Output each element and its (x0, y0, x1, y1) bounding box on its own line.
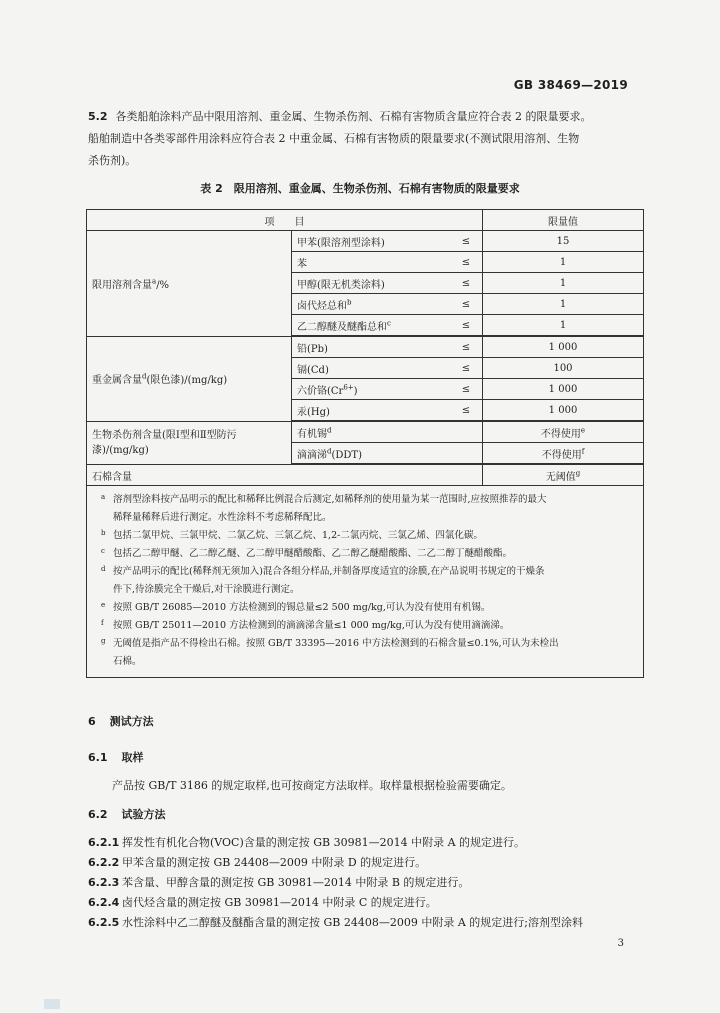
limit-value: 无阈值$^g$ (483, 464, 644, 486)
category-asbestos: 石棉含量 (87, 464, 483, 486)
header-limit: 限量值 (483, 210, 644, 231)
limit-value: 不得使用$^f$ (483, 443, 644, 465)
table-title: 表 2 限用溶剂、重金属、生物杀伤剂、石棉有害物质的限量要求 (200, 182, 520, 195)
le-symbol: ≤ (450, 358, 483, 379)
table-header-row (87, 210, 644, 231)
note-f: f 按照 GB/T 25011—2010 方法检测到的滴滴涕含量≤1 000 mg/kg,可认为没有使用滴滴涕。 (101, 619, 510, 631)
limit-value: 1 000 (483, 400, 644, 422)
le-symbol: ≤ (450, 252, 483, 273)
list-item: 6.2.4 卤代烃含量的测定按 GB 30981—2014 中附录 C 的规定进行。 (88, 896, 437, 909)
item-ddt: 滴滴涕$^d$(DDT) (292, 443, 483, 465)
section-6-1-heading: 6.1 取样 (88, 751, 144, 764)
table-notes-row (87, 486, 644, 678)
limit-value: 1 000 (483, 336, 644, 358)
note-a: a 溶剂型涂料按产品明示的配比和稀释比例混合后测定,如稀释剂的使用量为某一范围时,应按照推荐的最大 稀释量稀释后进行测定。水性涂料不考虑稀释配比。 (101, 493, 547, 523)
list-item: 6.2.1 挥发性有机化合物(VOC)含量的测定按 GB 30981—2014 中附录 A 的规定进行。 (88, 836, 526, 849)
item-organotin: 有机锡$^d$ (292, 421, 483, 443)
limit-value: 1 000 (483, 379, 644, 400)
list-item: 6.2.5 水性涂料中乙二醇醚及醚酯含量的测定按 GB 24408—2009 中附录 A 的规定进行;溶剂型涂料 (88, 916, 583, 929)
document-code: GB 38469—2019 (513, 78, 628, 92)
clause-5-2 (88, 106, 648, 172)
note-d: d 按产品明示的配比(稀释剂无须加入)混合各组分样品,并制备厚度适宜的涂膜,在产品说明书规定的干燥条 件下,待涂膜完全干燥后,对干涂膜进行测定。 (101, 565, 545, 595)
le-symbol: ≤ (450, 315, 483, 337)
note-c: c 包括乙二醇甲醚、乙二醇乙醚、乙二醇甲醚醋酸酯、乙二醇乙醚醋酸酯、二乙二醇丁醚醋酸酯。 (101, 547, 513, 559)
note-e: e 按照 GB/T 26085—2010 方法检测到的锡总量≤2 500 mg/kg,可认为没有使用有机锡。 (101, 601, 491, 613)
note-g: g 无阈值是指产品不得检出石棉。按照 GB/T 33395—2016 中方法检测到的石棉含量≤0.1%,可认为未检出 石棉。 (101, 637, 559, 667)
item-benzene: 苯 (292, 252, 451, 273)
category-heavy-metals: 重金属含量$^d$(限色漆)/(mg/kg) (87, 336, 292, 421)
le-symbol: ≤ (450, 273, 483, 294)
limit-value: 1 (483, 315, 644, 337)
table-notes (87, 486, 644, 678)
table-row (87, 421, 644, 443)
limit-value: 1 (483, 294, 644, 315)
item-mercury: 汞(Hg) (292, 400, 451, 422)
note-b: b 包括二氯甲烷、三氯甲烷、二氯乙烷、三氯乙烷、1,2-二氯丙烷、三氯乙烯、四氯化碳。 (101, 529, 483, 541)
table-row (87, 464, 644, 486)
category-solvent: 限用溶剂含量$^a$/% (87, 231, 292, 337)
item-halohydrocarbons: 卤代烃总和$^b$ (292, 294, 451, 315)
scan-corner-mark (44, 999, 60, 1009)
category-biocides: 生物杀伤剂含量(限Ⅰ型和Ⅱ型防污 漆)/(mg/kg) (87, 421, 292, 464)
header-item: 项 目 (87, 210, 483, 231)
limit-value: 不得使用$^e$ (483, 421, 644, 443)
clause-text-line-2: 船舶制造中各类零部件用涂料应符合表 2 中重金属、石棉有害物质的限量要求(不测试限用溶剂、生物 (88, 132, 580, 145)
section-6-heading: 6 测试方法 (88, 715, 154, 728)
le-symbol: ≤ (450, 400, 483, 422)
le-symbol: ≤ (450, 336, 483, 358)
clause-text-line-3: 杀伤剂)。 (88, 154, 137, 167)
section-6-1-text: 产品按 GB/T 3186 的规定取样,也可按商定方法取样。取样量根据检验需要确定。 (112, 779, 512, 792)
clause-text-line-1: 各类船舶涂料产品中限用溶剂、重金属、生物杀伤剂、石棉有害物质含量应符合表 2 的限量要求。 (115, 110, 592, 123)
item-cadmium: 镉(Cd) (292, 358, 451, 379)
item-toluene: 甲苯(限溶剂型涂料) (292, 231, 451, 252)
item-glycol-ethers: 乙二醇醚及醚酯总和$^c$ (292, 315, 451, 337)
section-6-2-heading: 6.2 试验方法 (88, 808, 166, 821)
list-item: 6.2.2 甲苯含量的测定按 GB 24408—2009 中附录 D 的规定进行。 (88, 856, 427, 869)
limits-table (86, 209, 644, 678)
le-symbol: ≤ (450, 294, 483, 315)
item-chromium: 六价铬$(Cr^{6+})$ (292, 379, 451, 400)
limit-value: 1 (483, 273, 644, 294)
item-methanol: 甲醇(限无机类涂料) (292, 273, 451, 294)
item-lead: 铅(Pb) (292, 336, 451, 358)
limit-value: 100 (483, 358, 644, 379)
table-row (87, 231, 644, 252)
limit-value: 15 (483, 231, 644, 252)
table-row (87, 336, 644, 358)
page-number: 3 (617, 938, 624, 949)
le-symbol: ≤ (450, 379, 483, 400)
list-item: 6.2.3 苯含量、甲醇含量的测定按 GB 30981—2014 中附录 B 的规定进行。 (88, 876, 470, 889)
clause-number: 5.2 (88, 110, 108, 123)
le-symbol: ≤ (450, 231, 483, 252)
limit-value: 1 (483, 252, 644, 273)
